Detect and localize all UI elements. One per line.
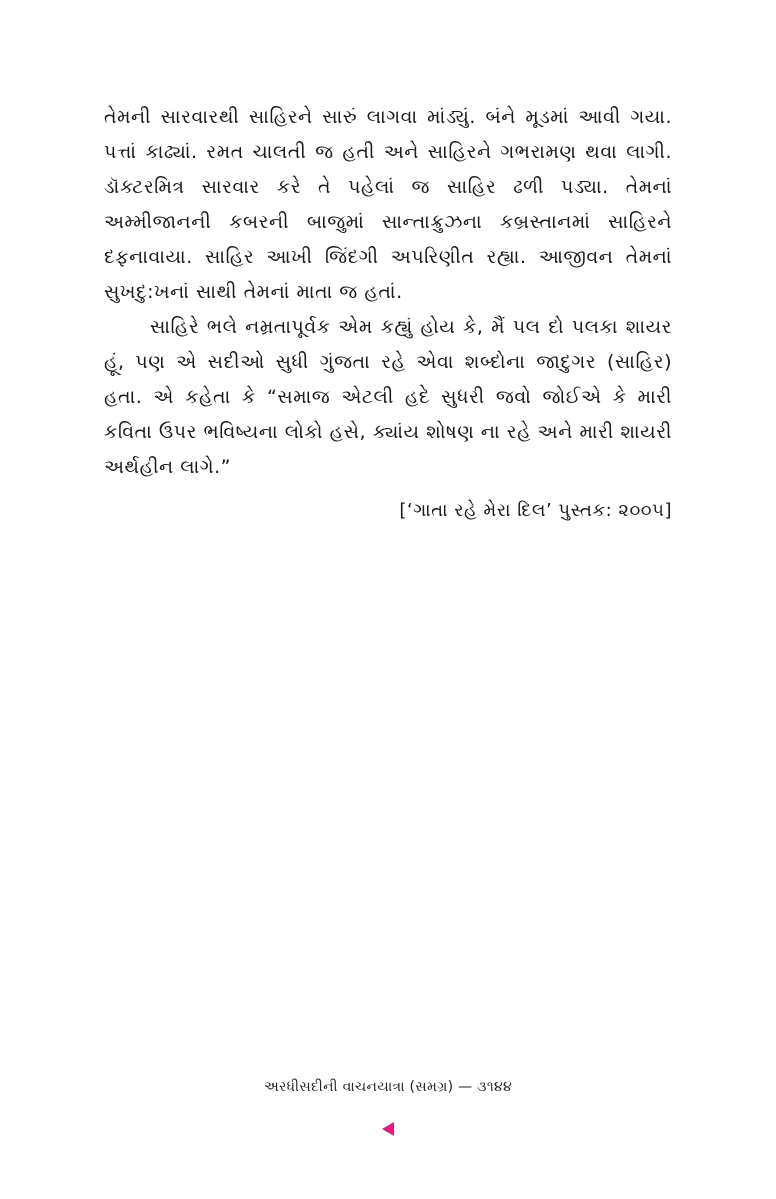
source-citation: [‘ગાતા રહે મેરા દિલ’ પુસ્તક: ૨૦૦૫] (399, 500, 672, 521)
paragraph-2: સાહિરે ભલે નમ્રતાપૂર્વક એમ કહ્યું હોય કે, મૈં પલ દો પલકા શાયર હૂં, પણ એ સદીઓ સુધી ગુંજતા રહે એવા શબ્દોના જાદુગર (સાહિર) હતા. એ કહેતા કે “સમાજ એટલી હદે સુધરી જવો જોઈએ કે મારી કવિતા ઉપર ભવિષ્યના લોકો હસે, ક્યાંય શોષણ ના રહે અને મારી શાયરી અર્થહીન લાગે.” (104, 316, 672, 478)
paragraph-1: તેમની સારવારથી સાહિરને સારું લાગવા માંડ્યું. બંને મૂડમાં આવી ગયા. પત્તાં કાઢ્યાં. રમત ચાલતી જ હતી અને સાહિરને ગભરામણ થવા લાગી. ડૉક્ટરમિત્ર સારવાર કરે તે પહેલાં જ સાહિર ઢળી પડ્યા. તેમનાં અમ્મીજાનની કબરની બાજુમાં સાન્તાક્રુઝના કબ્રસ્તાનમાં સાહિરને દફનાવાયા. સાહિર આખી જિંદગી અપરિણીત રહ્યા. આજીવન તેમનાં સુખદુ:ખનાં સાથી તેમનાં માતા જ હતાં. (104, 106, 672, 303)
left-triangle-icon[interactable] (382, 1122, 394, 1136)
page-footer: અરધીસદીની વાચનયાત્રા (સમગ્ર) — ૩૧૪૪ (264, 1079, 512, 1095)
page-body (104, 100, 672, 528)
